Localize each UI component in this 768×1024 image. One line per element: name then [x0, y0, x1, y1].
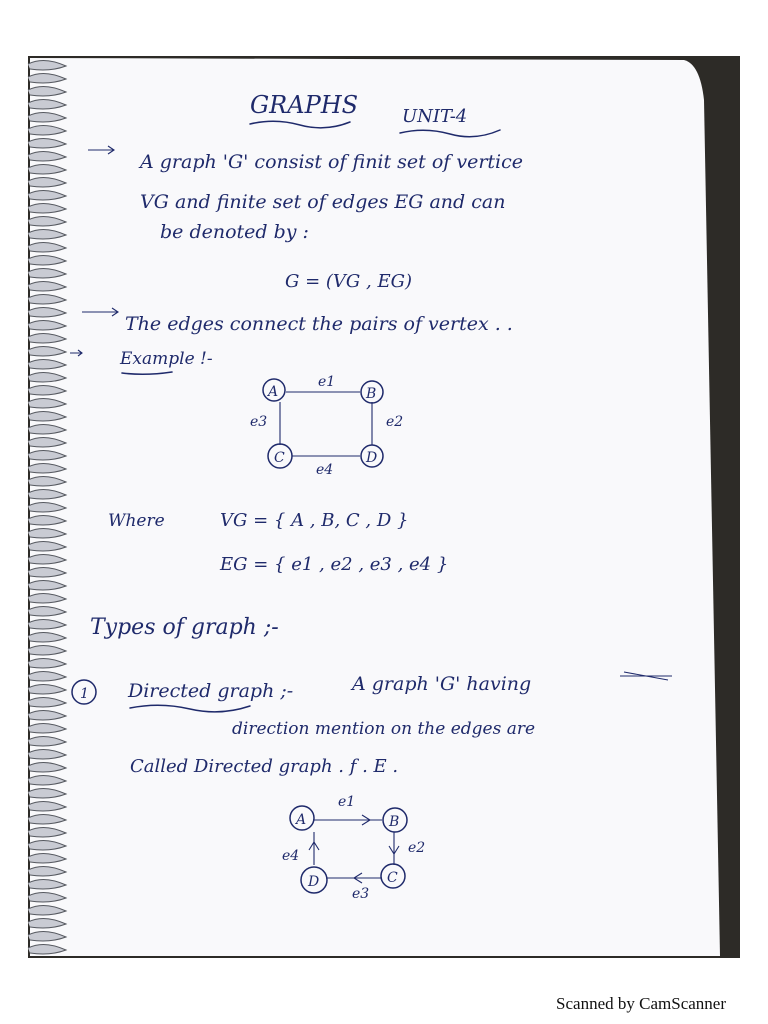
- definition-line-1: A graph 'G' consist of finit set of vertice: [140, 151, 524, 173]
- graph2-label-d: D: [308, 874, 320, 890]
- item-number: 1: [80, 686, 89, 702]
- edge-set: EG = { e1 , e2 , e3 , e4 }: [220, 554, 449, 575]
- scanner-watermark: Scanned by CamScanner: [556, 994, 726, 1013]
- graph1-edge-label-e4: e4: [316, 462, 334, 478]
- graph1-label-a: A: [268, 384, 279, 400]
- directed-line-3: Called Directed graph . f . E .: [130, 756, 399, 777]
- example-label: Example !-: [120, 349, 213, 369]
- definition-line-2: VG and finite set of edges EG and can: [140, 191, 506, 213]
- definition-line-3: be denoted by :: [160, 221, 309, 243]
- graph1-label-c: C: [274, 450, 285, 466]
- vertex-set: VG = { A , B, C , D }: [220, 510, 409, 531]
- formula: G = (VG , EG): [285, 271, 413, 292]
- graph1-edge-label-e1: e1: [318, 374, 336, 390]
- graph2-edge-label-e2: e2: [408, 840, 426, 856]
- graph2-label-a: A: [296, 812, 307, 828]
- graph2-edge-label-e3: e3: [352, 886, 370, 902]
- graph1-edge-label-e2: e2: [386, 414, 404, 430]
- directed-graph-label: Directed graph ;-: [128, 680, 294, 702]
- graph2-label-c: C: [387, 870, 398, 886]
- directed-line-1: A graph 'G' having: [352, 673, 532, 695]
- edges-statement: The edges connect the pairs of vertex . .: [125, 313, 513, 335]
- graph1-edge-label-e3: e3: [250, 414, 268, 430]
- types-heading: Types of graph ;-: [90, 615, 279, 640]
- graph2-label-b: B: [389, 814, 400, 830]
- graph1-label-b: B: [366, 386, 377, 402]
- unit-label: UNIT-4: [402, 106, 468, 127]
- where-label: Where: [108, 511, 165, 531]
- spiral-binding: [28, 60, 66, 954]
- graph2-edge-label-e4: e4: [282, 848, 300, 864]
- directed-line-2: direction mention on the edges are: [232, 719, 536, 739]
- graph2-edge-label-e1: e1: [338, 794, 356, 810]
- graph1-label-d: D: [366, 450, 378, 466]
- page-title: GRAPHS: [250, 91, 359, 119]
